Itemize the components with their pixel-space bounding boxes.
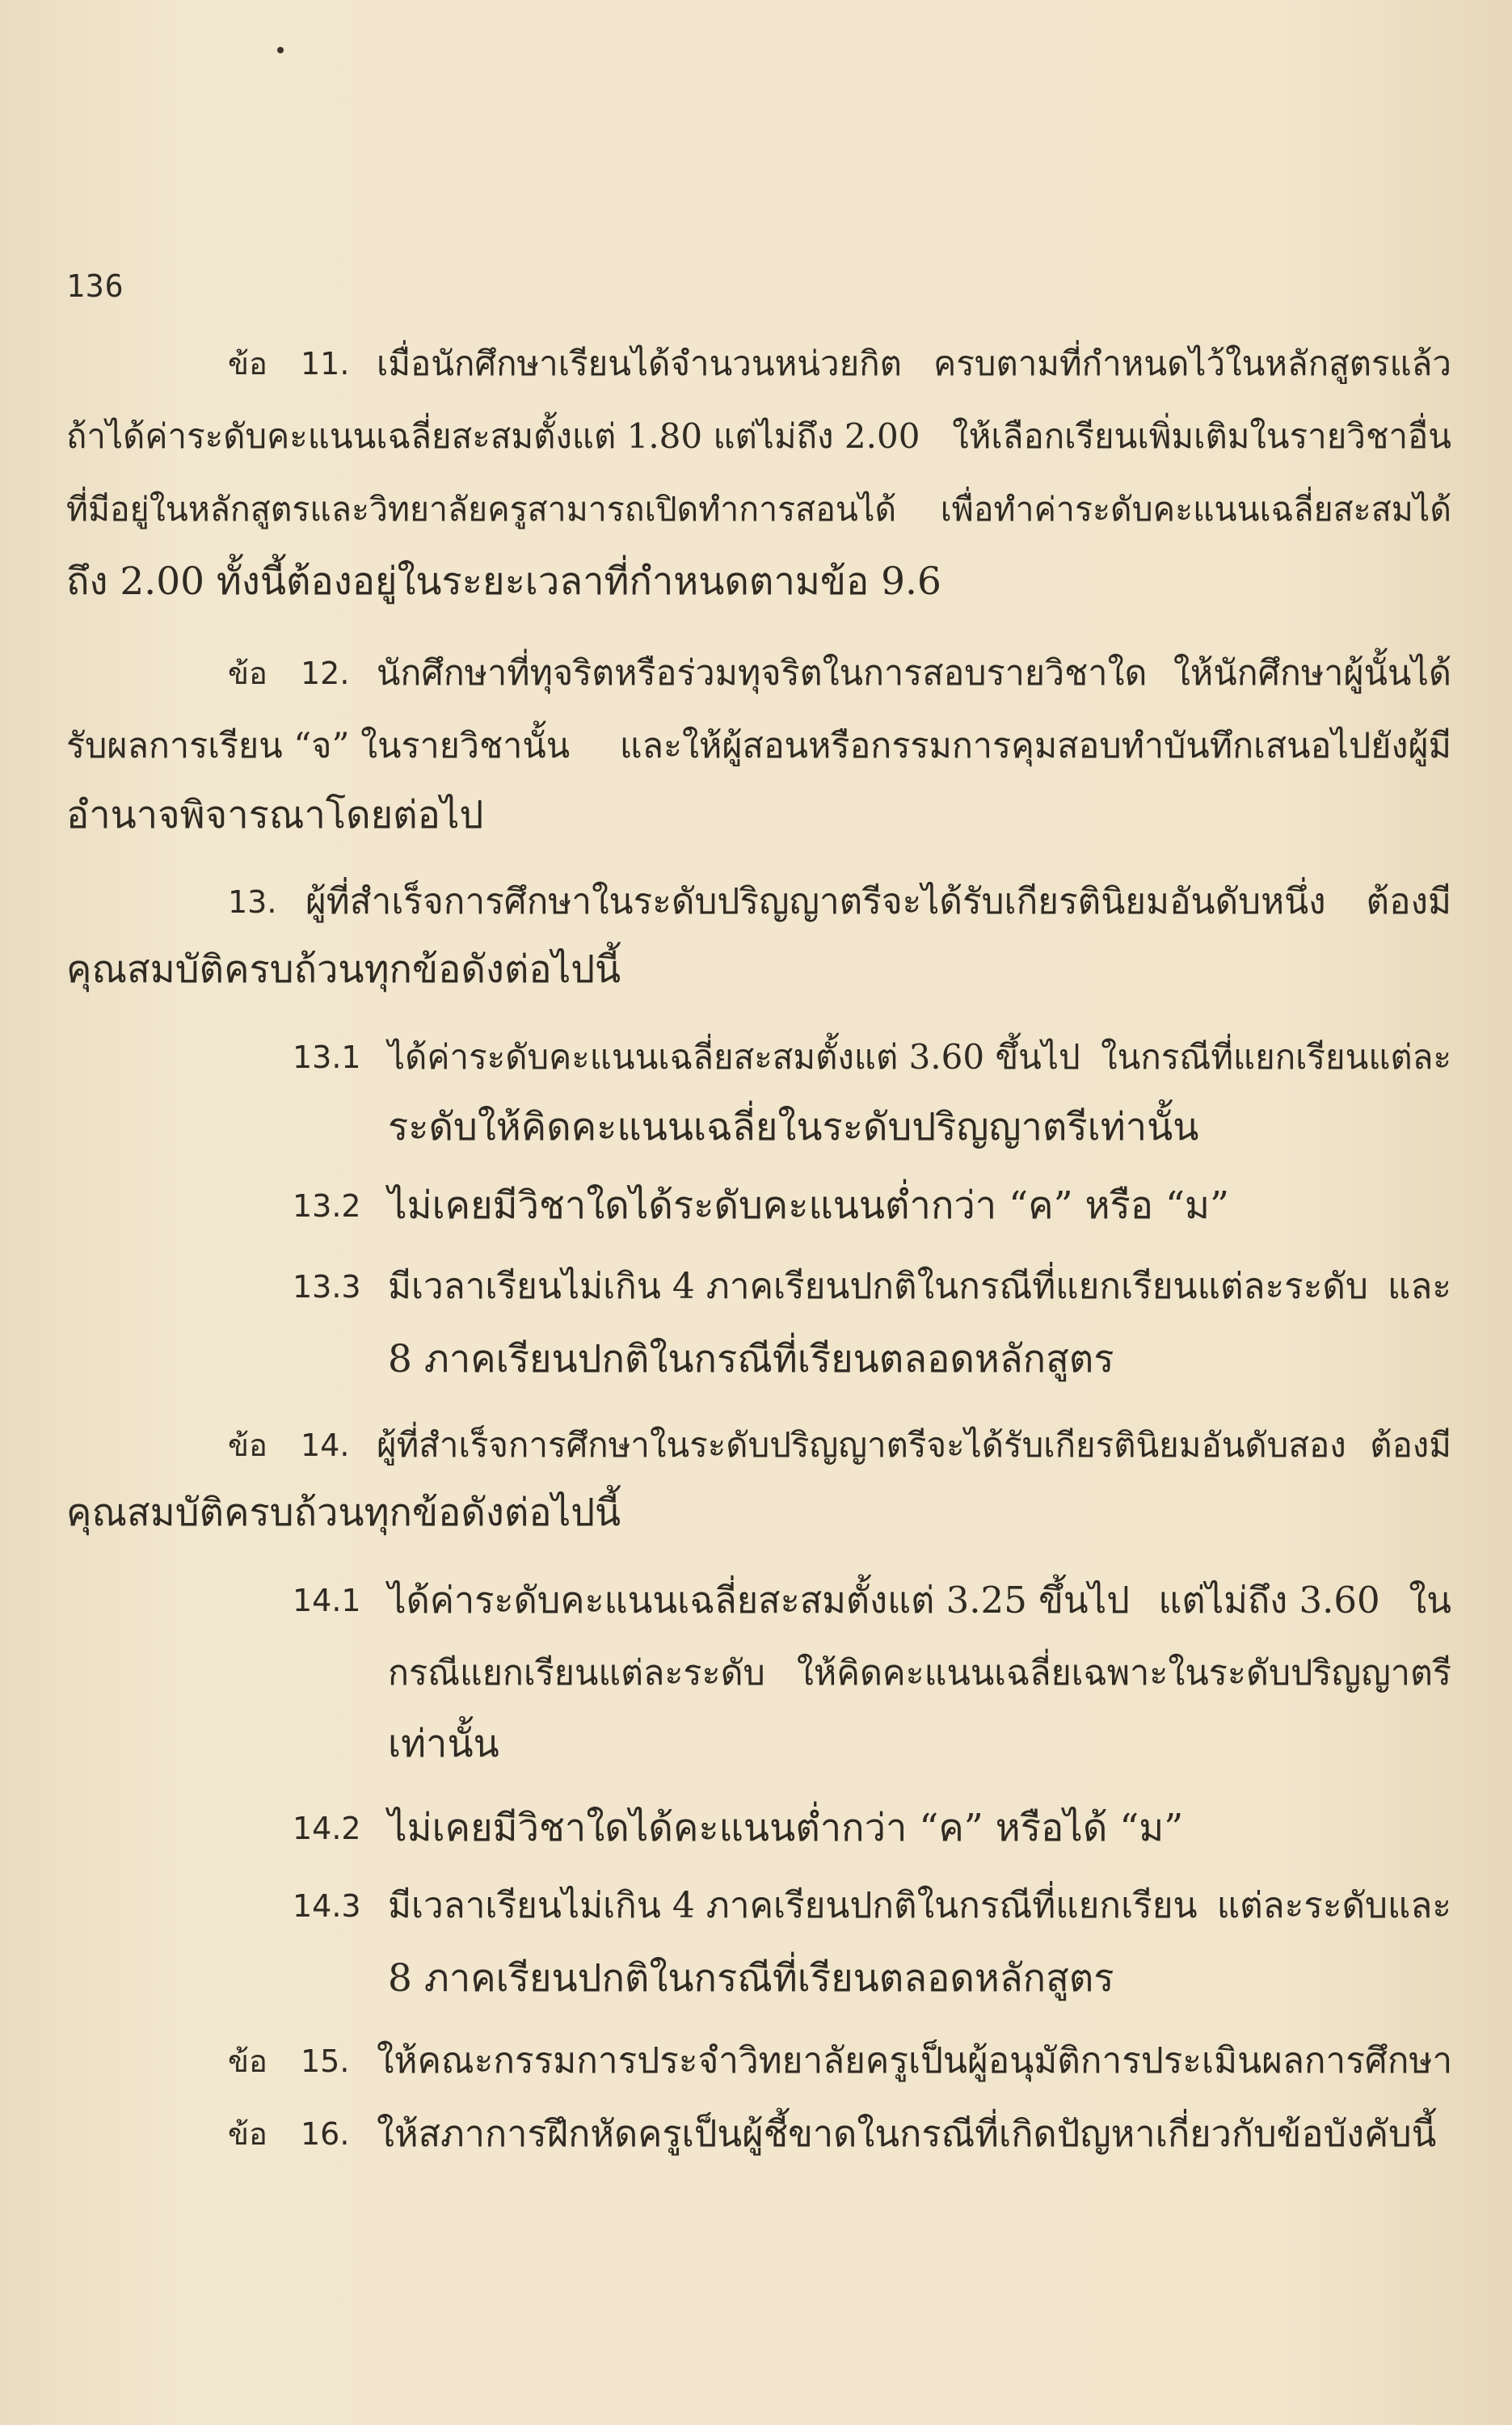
paragraph-line: 8 ภาคเรียนปกติในกรณีที่เรียนตลอดหลักสูตร [388, 1337, 1114, 1381]
article-number: 11. [301, 346, 350, 382]
subitem-number: 14.1 [293, 1583, 361, 1618]
subitem-number: 13.1 [293, 1040, 361, 1075]
paragraph-line: คุณสมบัติครบถ้วนทุกข้อดังต่อไปนี้ [66, 1491, 621, 1535]
subitem-number: 14.2 [293, 1811, 361, 1846]
article-number: 15. [301, 2043, 350, 2079]
article-prefix: ข้อ [228, 2043, 267, 2079]
page-number: 136 [66, 268, 124, 304]
article-number: 14. [301, 1428, 350, 1463]
paragraph-line: ได้ค่าระดับคะแนนเฉลี่ยสะสมตั้งแต่ 3.25 ขึ้นไป แต่ไม่ถึง 3.60 ใน [388, 1579, 1451, 1622]
paragraph-line: ไม่เคยมีวิชาใดได้ระดับคะแนนต่ำกว่า “ค” หรือ “ม” [388, 1183, 1229, 1228]
subitem-number: 13.2 [293, 1188, 361, 1224]
paragraph-line: ได้ค่าระดับคะแนนเฉลี่ยสะสมตั้งแต่ 3.60 ขึ้นไป ในกรณีที่แยกเรียนแต่ละ [388, 1037, 1451, 1077]
article-prefix: ข้อ [228, 656, 267, 691]
paragraph-line: ผู้ที่สำเร็จการศึกษาในระดับปริญญาตรีจะได้รับเกียรตินิยมอันดับสอง ต้องมี [377, 1425, 1451, 1465]
paragraph-line: มีเวลาเรียนไม่เกิน 4 ภาคเรียนปกติในกรณีที่แยกเรียน แต่ละระดับและ [388, 1885, 1451, 1926]
paragraph-line: รับผลการเรียน “จ” ในรายวิชานั้น และให้ผู้สอนหรือกรรมการคุมสอบทำบันทึกเสนอไปยังผู้มี [66, 726, 1451, 766]
paragraph-line: ไม่เคยมีวิชาใดได้คะแนนต่ำกว่า “ค” หรือได้ “ม” [388, 1806, 1184, 1850]
paragraph-line: นักศึกษาที่ทุจริตหรือร่วมทุจริตในการสอบรายวิชาใด ให้นักศึกษาผู้นั้นได้ [377, 653, 1451, 694]
paragraph-line: 8 ภาคเรียนปกติในกรณีที่เรียนตลอดหลักสูตร [388, 1956, 1114, 2001]
article-prefix: ข้อ [228, 1428, 267, 1463]
article-prefix: ข้อ [228, 2116, 267, 2152]
paragraph-line: ให้สภาการฝึกหัดครูเป็นผู้ชี้ขาดในกรณีที่เกิดปัญหาเกี่ยวกับข้อบังคับนี้ [377, 2112, 1437, 2155]
paragraph-line: มีเวลาเรียนไม่เกิน 4 ภาคเรียนปกติในกรณีที่แยกเรียนแต่ละระดับ และ [388, 1266, 1451, 1307]
article-number: 16. [301, 2116, 350, 2152]
article-number: 13. [228, 884, 277, 920]
paragraph-line: ถึง 2.00 ทั้งนี้ต้องอยู่ในระยะเวลาที่กำหนดตามข้อ 9.6 [66, 559, 941, 604]
ink-dot [277, 47, 284, 53]
article-prefix: ข้อ [228, 346, 267, 382]
paragraph-line: อำนาจพิจารณาโดยต่อไป [66, 793, 484, 837]
subitem-number: 13.3 [293, 1269, 361, 1305]
paragraph-line: ผู้ที่สำเร็จการศึกษาในระดับปริญญาตรีจะได้รับเกียรตินิยมอันดับหนึ่ง ต้องมี [305, 881, 1451, 922]
paragraph-line: ที่มีอยู่ในหลักสูตรและวิทยาลัยครูสามารถเปิดทำการสอนได้ เพื่อทำค่าระดับคะแนนเฉลี่ยสะสมได้ [66, 490, 1451, 529]
article-number: 12. [301, 656, 350, 691]
paragraph-line: ระดับให้คิดคะแนนเฉลี่ยในระดับปริญญาตรีเท่านั้น [388, 1105, 1199, 1149]
subitem-number: 14.3 [293, 1888, 361, 1924]
paragraph-line: ถ้าได้ค่าระดับคะแนนเฉลี่ยสะสมตั้งแต่ 1.80 แต่ไม่ถึง 2.00 ให้เลือกเรียนเพิ่มเติมในรายวิชาอื่น [66, 416, 1451, 456]
paragraph-line: เมื่อนักศึกษาเรียนได้จำนวนหน่วยกิต ครบตามที่กำหนดไว้ในหลักสูตรแล้ว [377, 344, 1451, 383]
paragraph-line: เท่านั้น [388, 1722, 499, 1766]
paragraph-line: คุณสมบัติครบถ้วนทุกข้อดังต่อไปนี้ [66, 947, 621, 992]
paragraph-line: กรณีแยกเรียนแต่ละระดับ ให้คิดคะแนนเฉลี่ยเฉพาะในระดับปริญญาตรี [388, 1653, 1451, 1693]
paragraph-line: ให้คณะกรรมการประจำวิทยาลัยครูเป็นผู้อนุมัติการประเมินผลการศึกษา [377, 2040, 1453, 2081]
